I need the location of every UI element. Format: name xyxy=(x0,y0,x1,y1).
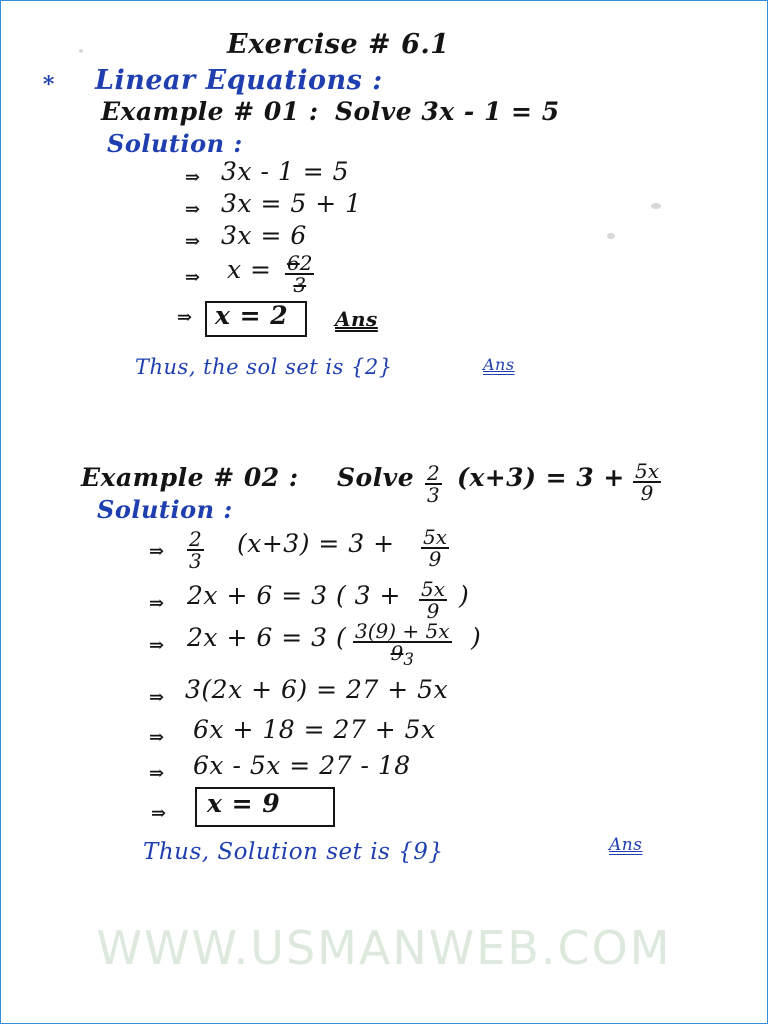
example2-step1-fraction xyxy=(187,529,204,571)
example1-frac-num-result: 2 xyxy=(299,251,313,275)
example2-prompt-fraction-2 xyxy=(633,461,661,503)
implies-arrow: ⇒ xyxy=(185,231,201,252)
example2-step2-fraction xyxy=(419,579,447,621)
example2-step-5: 6x + 18 = 27 + 5x xyxy=(193,715,436,744)
example2-step2-frac-num: 5x xyxy=(421,577,446,601)
example2-prompt-frac-den: 3 xyxy=(427,483,440,507)
example1-fraction xyxy=(285,253,314,295)
implies-arrow: ⇒ xyxy=(149,763,165,784)
scan-speck xyxy=(79,49,83,53)
example2-conclusion-tag: Ans xyxy=(609,835,643,855)
example2-step-4: 3(2x + 6) = 27 + 5x xyxy=(185,675,449,704)
example1-prompt: Solve 3x - 1 = 5 xyxy=(335,97,560,126)
example1-step-4: x = xyxy=(227,255,272,284)
section-heading: Linear Equations : xyxy=(95,65,383,96)
example2-conclusion: Thus, Solution set is {9} xyxy=(143,839,444,865)
example2-step3-fraction xyxy=(353,621,452,670)
example2-prompt-frac2-num: 5x xyxy=(635,459,660,483)
example1-solution-label: Solution : xyxy=(107,129,243,158)
scan-speck xyxy=(607,233,615,239)
example2-step3-close: ) xyxy=(471,623,482,652)
example2-step1-frac2-den: 9 xyxy=(428,547,442,571)
example1-frac-den: 3 xyxy=(293,273,307,297)
example2-step1-frac-num: 2 xyxy=(189,527,202,551)
implies-arrow: ⇒ xyxy=(185,167,201,188)
example1-step-2: 3x = 5 + 1 xyxy=(221,189,362,218)
implies-arrow: ⇒ xyxy=(185,199,201,220)
page-title: Exercise # 6.1 xyxy=(227,29,450,60)
example1-conclusion: Thus, the sol set is {2} xyxy=(135,355,393,379)
example2-step3-den-result: 3 xyxy=(403,650,414,669)
example1-ans-tag: Ans xyxy=(335,307,378,331)
implies-arrow: ⇒ xyxy=(149,687,165,708)
implies-arrow: ⇒ xyxy=(149,635,165,656)
example1-frac-num-cancelled: 6 xyxy=(287,251,300,275)
example2-step1-frac-den: 3 xyxy=(189,549,202,573)
example2-step3-frac-num: 3(9) + 5x xyxy=(355,619,450,643)
example2-solution-label: Solution : xyxy=(97,495,233,524)
example2-answer: x = 9 xyxy=(207,789,281,818)
implies-arrow: ⇒ xyxy=(185,267,201,288)
watermark: WWW.USMANWEB.COM xyxy=(96,921,672,975)
example2-prompt-frac-num: 2 xyxy=(427,461,440,485)
example2-step2-frac-den: 9 xyxy=(426,599,440,623)
bullet-mark: ∗ xyxy=(41,67,57,93)
example2-step1-mid: (x+3) = 3 + xyxy=(237,529,395,558)
example2-prompt-b: (x+3) = 3 + xyxy=(457,463,625,492)
example2-prompt-fraction xyxy=(425,463,442,505)
implies-arrow: ⇒ xyxy=(177,307,193,328)
example2-step3-text: 2x + 6 = 3 ( xyxy=(187,623,347,652)
example2-prompt-a: Solve xyxy=(337,463,415,492)
implies-arrow: ⇒ xyxy=(149,727,165,748)
example2-step1-fraction-2 xyxy=(421,527,449,569)
example2-step3-frac-den: 9 xyxy=(390,641,404,665)
example2-label: Example # 02 : xyxy=(81,463,299,492)
example2-prompt-frac2-den: 9 xyxy=(640,481,654,505)
example1-step-3: 3x = 6 xyxy=(221,221,307,250)
example1-step-1: 3x - 1 = 5 xyxy=(221,157,349,186)
example1-conclusion-tag: Ans xyxy=(483,355,515,374)
implies-arrow: ⇒ xyxy=(151,803,167,824)
implies-arrow: ⇒ xyxy=(149,541,165,562)
example2-step1-frac2-num: 5x xyxy=(423,525,448,549)
example1-label: Example # 01 : xyxy=(101,97,319,126)
example2-step2-close: ) xyxy=(459,581,470,610)
example1-answer: x = 2 xyxy=(215,301,289,330)
example2-step2-text: 2x + 6 = 3 ( 3 + xyxy=(187,581,401,610)
implies-arrow: ⇒ xyxy=(149,593,165,614)
example2-step-6: 6x - 5x = 27 - 18 xyxy=(193,751,411,780)
scan-speck xyxy=(651,203,661,209)
